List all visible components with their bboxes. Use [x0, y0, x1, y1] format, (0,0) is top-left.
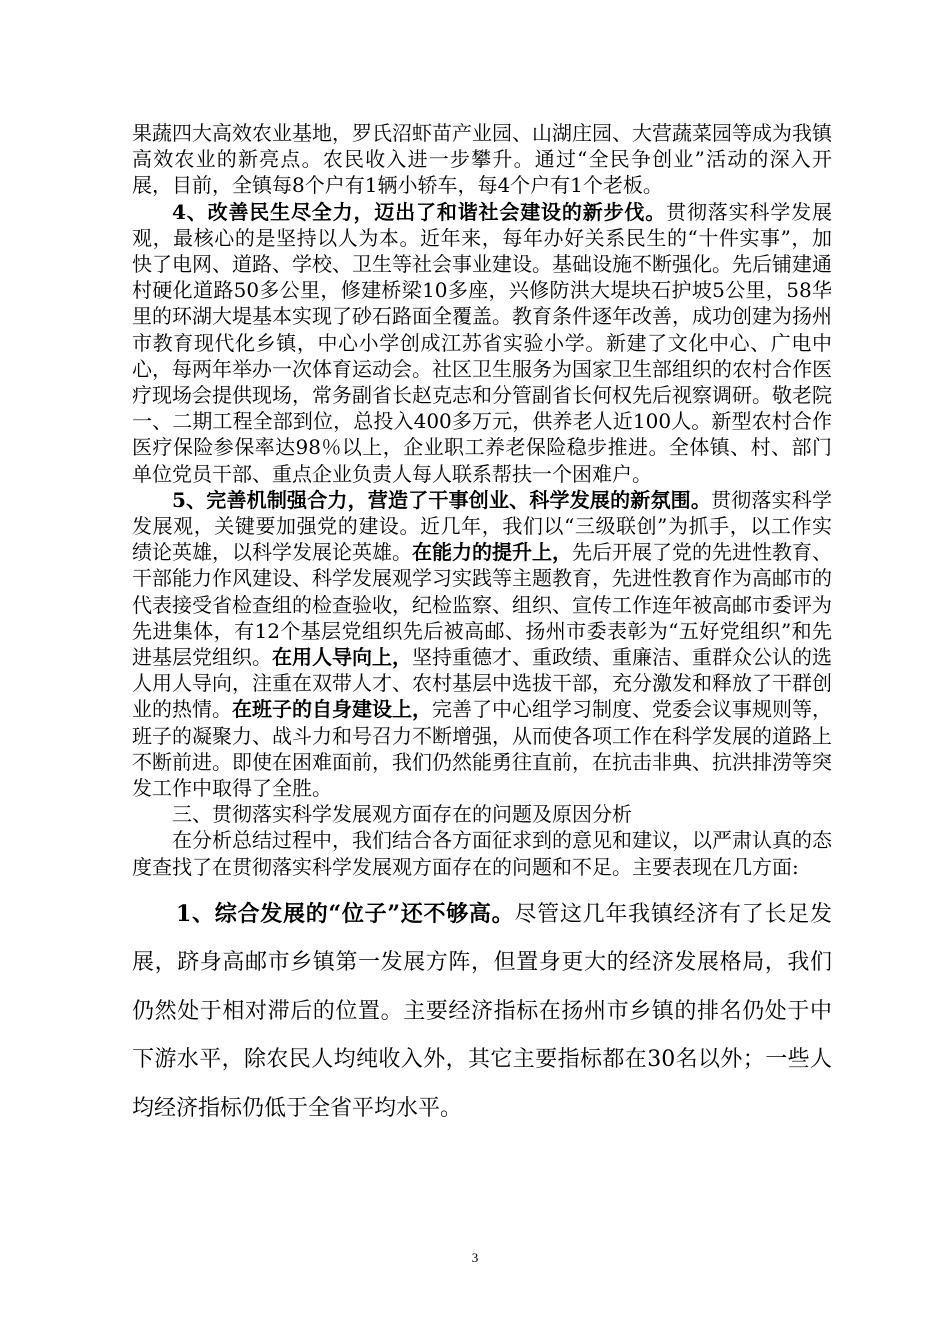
section-heading: 三、贯彻落实科学发展观方面存在的问题及原因分析 [172, 802, 632, 827]
dense-text-block [132, 120, 832, 880]
paragraph-livelihood [132, 199, 832, 487]
paragraph-mechanism [132, 487, 832, 801]
paragraph-text: 完善了中心组学习制度、党委会议事规则等，班子的凝聚力、战斗力和号召力不断增强，从而使各项工作在科学发展的道路上不断前进。即使在困难面前，我们仍然能勇往直前，在抗击非典、抗洪排涝等突发工作中取得了全胜。 [132, 697, 832, 801]
page-number: 3 [471, 1250, 479, 1265]
paragraph-text: 尽管这几年我镇经济有了长足发展，跻身高邮市乡镇第一发展方阵，但置身更大的经济发展格局，我们仍然处于相对滞后的位置。主要经济指标在扬州市乡镇的排名仍处于中下游水平，除农民人均纯收入外，其它主要指标都在30名以外；一些人均经济指标仍低于全省平均水平。 [132, 901, 832, 1121]
document-body [132, 120, 832, 1133]
paragraph-issue-1 [132, 890, 832, 1134]
paragraph-sublead-team: 在班子的自身建设上， [232, 697, 432, 722]
paragraph-lead: 1、综合发展的“位子”还不够高。 [176, 900, 515, 927]
paragraph-sublead-personnel: 在用人导向上， [272, 645, 412, 670]
paragraph-continuation [132, 120, 832, 199]
section-intro: 在分析总结过程中，我们结合各方面征求到的意见和建议，以严肃认真的态度查找了在贯彻落实科学发展观方面存在的问题和不足。主要表现在几方面: [132, 828, 832, 879]
paragraph-sublead-ability: 在能力的提升上， [412, 540, 572, 565]
spaced-text-block [132, 890, 832, 1134]
paragraph-text: 先后开展了党的先进性教育、干部能力作风建设、科学发展观学习实践等主题教育，先进性教育作为高邮市的代表接受省检查组的检查验收，纪检监察、组织、宣传工作连年被高邮市委评为先进集体，有12个基层党组织先后被高邮、扬州市委表彰为“五好党组织”和先进基层党组织。 [132, 540, 832, 670]
paragraph-text: 坚持重德才、重政绩、重廉洁、重群众公认的选人用人导向，注重在双带人才、农村基层中选拔干部，充分激发和释放了干群创业的热情。 [132, 645, 832, 722]
paragraph-text: 贯彻落实科学发展观，最核心的是坚持以人为本。近年来，每年办好关系民生的“十件实事”，加快了电网、道路、学校、卫生等社会事业建设。基础设施不断强化。先后铺建通村硬化道路50多公里，修建桥梁10多座，兴修防洪大堤块石护坡5公里，58华里的环湖大堤基本实现了砂石路面全覆盖。教育条件逐年改善，成功创建为扬州市教育现代化乡镇，中心小学创成江苏省实验小学。新建了文化中心、广电中心，每两年举办一次体育运动会。社区卫生服务为国家卫生部组织的农村合作医疗现场会提供现场，常务副省长赵克志和分管副省长何权先后视察调研。敬老院一、二期工程全部到位，总投入400多万元，供养老人近100人。新型农村合作医疗保险参保率达98％以上，企业职工养老保险稳步推进。全体镇、村、部门单位党员干部、重点企业负责人每人联系帮扶一个困难户。 [132, 199, 832, 486]
paragraph-lead: 5、完善机制强合力，营造了干事创业、科学发展的新氛围。 [172, 487, 712, 512]
paragraph-lead: 4、改善民生尽全力，迈出了和谐社会建设的新步伐。 [172, 199, 667, 224]
paragraph-text: 果蔬四大高效农业基地，罗氏沼虾苗产业园、山湖庄园、大营蔬菜园等成为我镇高效农业的新亮点。农民收入进一步攀升。通过“全民争创业”活动的深入开展，目前，全镇每8个户有1辆小轿车，每4个户有1个老板。 [132, 121, 832, 198]
paragraph-text: 贯彻落实科学发展观，关键要加强党的建设。近几年，我们以“三级联创”为抓手，以工作实绩论英雄，以科学发展论英雄。 [132, 487, 832, 565]
